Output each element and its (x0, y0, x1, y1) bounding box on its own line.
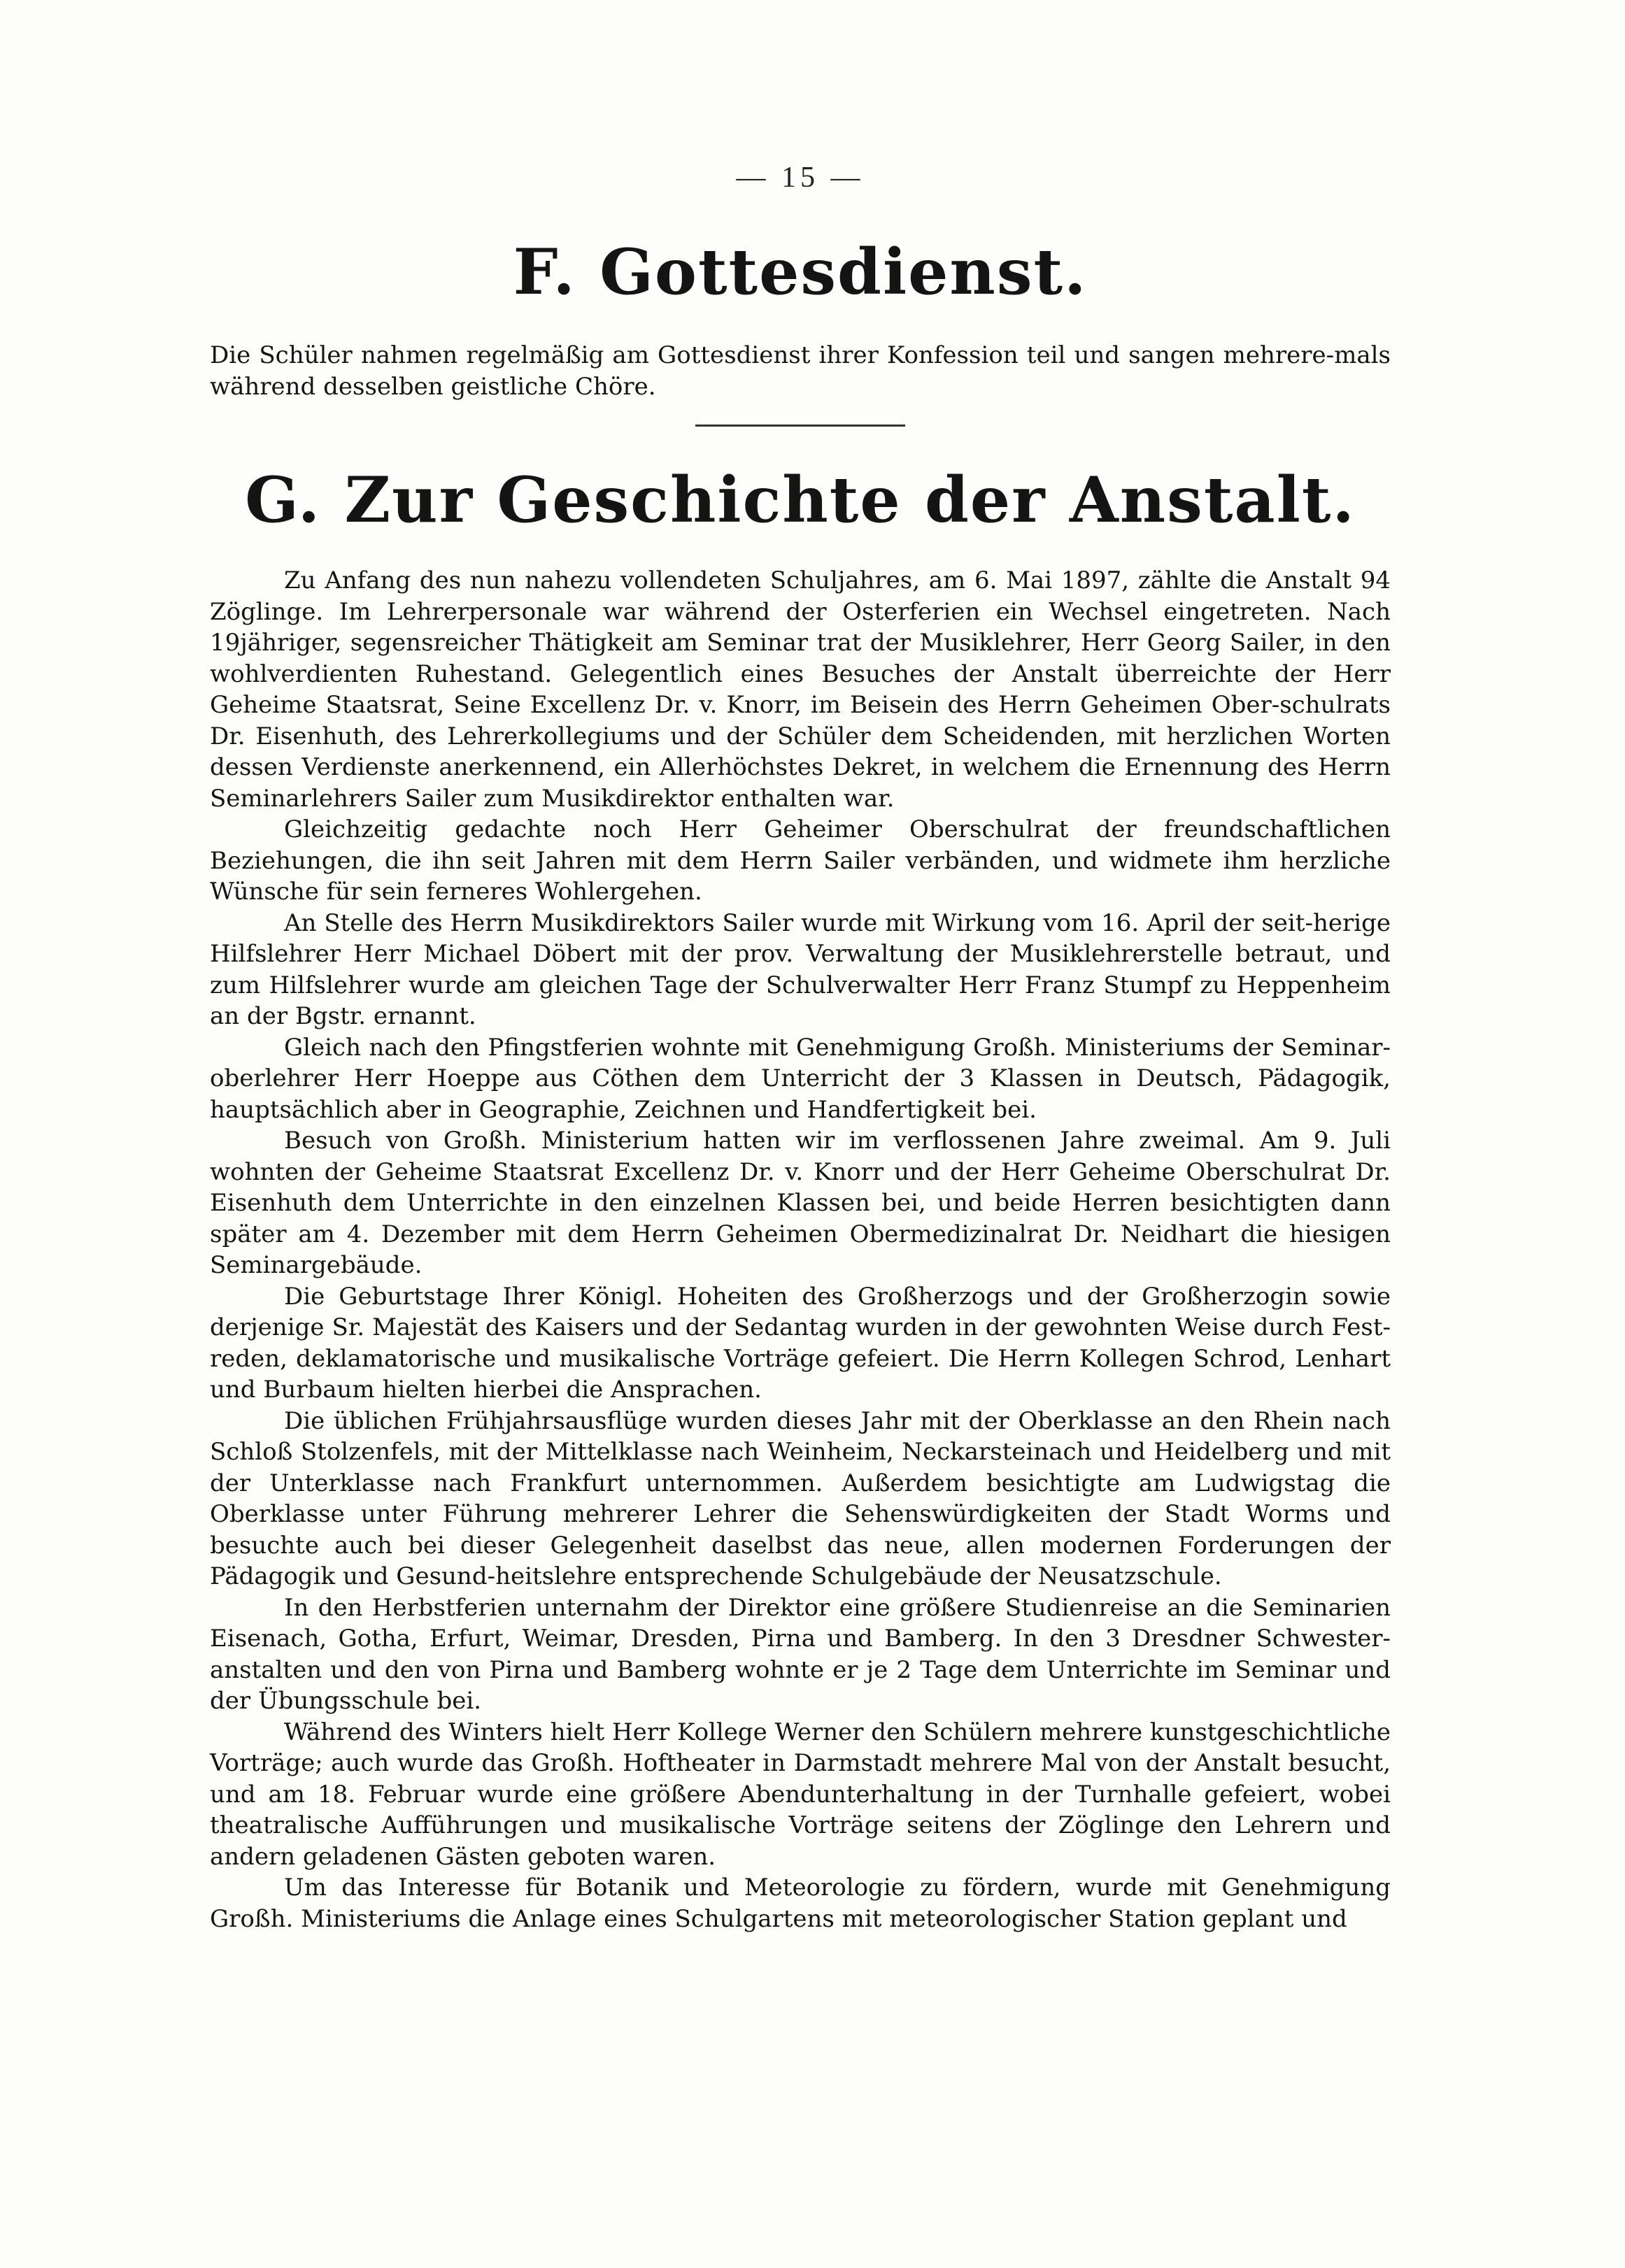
section-f-paragraph: Die Schüler nahmen regelmäßig am Gottesdienst ihrer Konfession teil und sangen mehrere-mals während desselben geistliche Chöre. (210, 341, 1391, 401)
section-g-paragraph-5: Besuch von Großh. Ministerium hatten wir im verflossenen Jahre zweimal. Am 9. Juli wohnten der Geheime Staatsrat Excellenz Dr. v. Knorr und der Herr Geheime Oberschulrat Dr. Eisenhuth dem Unterrichte in den einzelnen Klassen bei, und beide Herren besichtigten dann später am 4. Dezember mit dem Herrn Geheimen Obermedizinalrat Dr. Neidhart die hiesigen Seminargebäude. (210, 1127, 1391, 1279)
section-g-paragraph-6: Die Geburtstage Ihrer Königl. Hoheiten des Großherzogs und der Großherzogin sowie derjenige Sr. Majestät des Kaisers und der Sedantag wurden in der gewohnten Weise durch Fest-reden, deklamatorische und musikalische Vorträge gefeiert. Die Herrn Kollegen Schrod, Lenhart und Burbaum hielten hierbei die Ansprachen. (210, 1282, 1391, 1404)
section-g-paragraph-8: In den Herbstferien unternahm der Direktor eine größere Studienreise an die Seminarien Eisenach, Gotha, Erfurt, Weimar, Dresden, Pirna und Bamberg. In den 3 Dresdner Schwester-anstalten und den von Pirna und Bamberg wohnte er je 2 Tage dem Unterrichte im Seminar und der Übungsschule bei. (210, 1593, 1391, 1715)
section-g-paragraph-2: Gleichzeitig gedachte noch Herr Geheimer Oberschulrat der freundschaftlichen Beziehungen, die ihn seit Jahren mit dem Herrn Sailer verbänden, und widmete ihm herzliche Wünsche für sein ferneres Wohlergehen. (210, 815, 1391, 906)
section-divider (695, 425, 905, 427)
section-g-heading: G. Zur Geschichte der Anstalt. (245, 463, 1356, 537)
section-g-paragraph-10: Um das Interesse für Botanik und Meteorologie zu fördern, wurde mit Genehmigung Großh. Ministeriums die Anlage eines Schulgartens mit meteorologischer Station geplant und (210, 1874, 1391, 1933)
section-g-paragraph-3: An Stelle des Herrn Musikdirektors Sailer wurde mit Wirkung vom 16. April der seit-herige Hilfslehrer Herr Michael Döbert mit der prov. Verwaltung der Musiklehrerstelle betraut, und zum Hilfslehrer wurde am gleichen Tage der Schulverwalter Herr Franz Stumpf zu Heppenheim an der Bgstr. ernannt. (210, 908, 1391, 1030)
document-page (210, 161, 1391, 1934)
section-g-paragraph-4: Gleich nach den Pfingstferien wohnte mit Genehmigung Großh. Ministeriums der Seminar-oberlehrer Herr Hoeppe aus Cöthen dem Unterricht der 3 Klassen in Deutsch, Pädagogik, hauptsächlich aber in Geographie, Zeichnen und Handfertigkeit bei. (210, 1033, 1391, 1124)
page-number: — 15 — (736, 162, 865, 194)
section-g-paragraph-7: Die üblichen Frühjahrsausflüge wurden dieses Jahr mit der Oberklasse an den Rhein nach Schloß Stolzenfels, mit der Mittelklasse nach Weinheim, Neckarsteinach und Heidelberg und mit der Unterklasse nach Frankfurt unternommen. Außerdem besichtigte am Ludwigstag die Oberklasse unter Führung mehrerer Lehrer die Sehenswürdigkeiten der Stadt Worms und besuchte auch bei dieser Gelegenheit daselbst das neue, allen modernen Forderungen der Pädagogik und Gesund-heitslehre entsprechende Schulgebäude der Neusatzschule. (210, 1406, 1391, 1590)
section-g-paragraph-1: Zu Anfang des nun nahezu vollendeten Schuljahres, am 6. Mai 1897, zählte die Anstalt 94 Zöglinge. Im Lehrerpersonale war während der Osterferien ein Wechsel eingetreten. Nach 19jähriger, segensreicher Thätigkeit am Seminar trat der Musiklehrer, Herr Georg Sailer, in den wohlverdienten Ruhestand. Gelegentlich eines Besuches der Anstalt überreichte der Herr Geheime Staatsrat, Seine Excellenz Dr. v. Knorr, im Beisein des Herrn Geheimen Ober-schulrats Dr. Eisenhuth, des Lehrerkollegiums und der Schüler dem Scheidenden, mit herzlichen Worten dessen Verdienste anerkennend, ein Allerhöchstes Dekret, in welchem die Ernennung des Herrn Seminarlehrers Sailer zum Musikdirektor enthalten war. (210, 566, 1391, 813)
section-f-heading: F. Gottesdienst. (513, 235, 1088, 309)
section-g-paragraph-9: Während des Winters hielt Herr Kollege Werner den Schülern mehrere kunstgeschichtliche Vorträge; auch wurde das Großh. Hoftheater in Darmstadt mehrere Mal von der Anstalt besucht, und am 18. Februar wurde eine größere Abendunterhaltung in der Turnhalle gefeiert, wobei theatralische Aufführungen und musikalische Vorträge seitens der Zöglinge den Lehrern und andern geladenen Gästen geboten waren. (210, 1718, 1391, 1871)
